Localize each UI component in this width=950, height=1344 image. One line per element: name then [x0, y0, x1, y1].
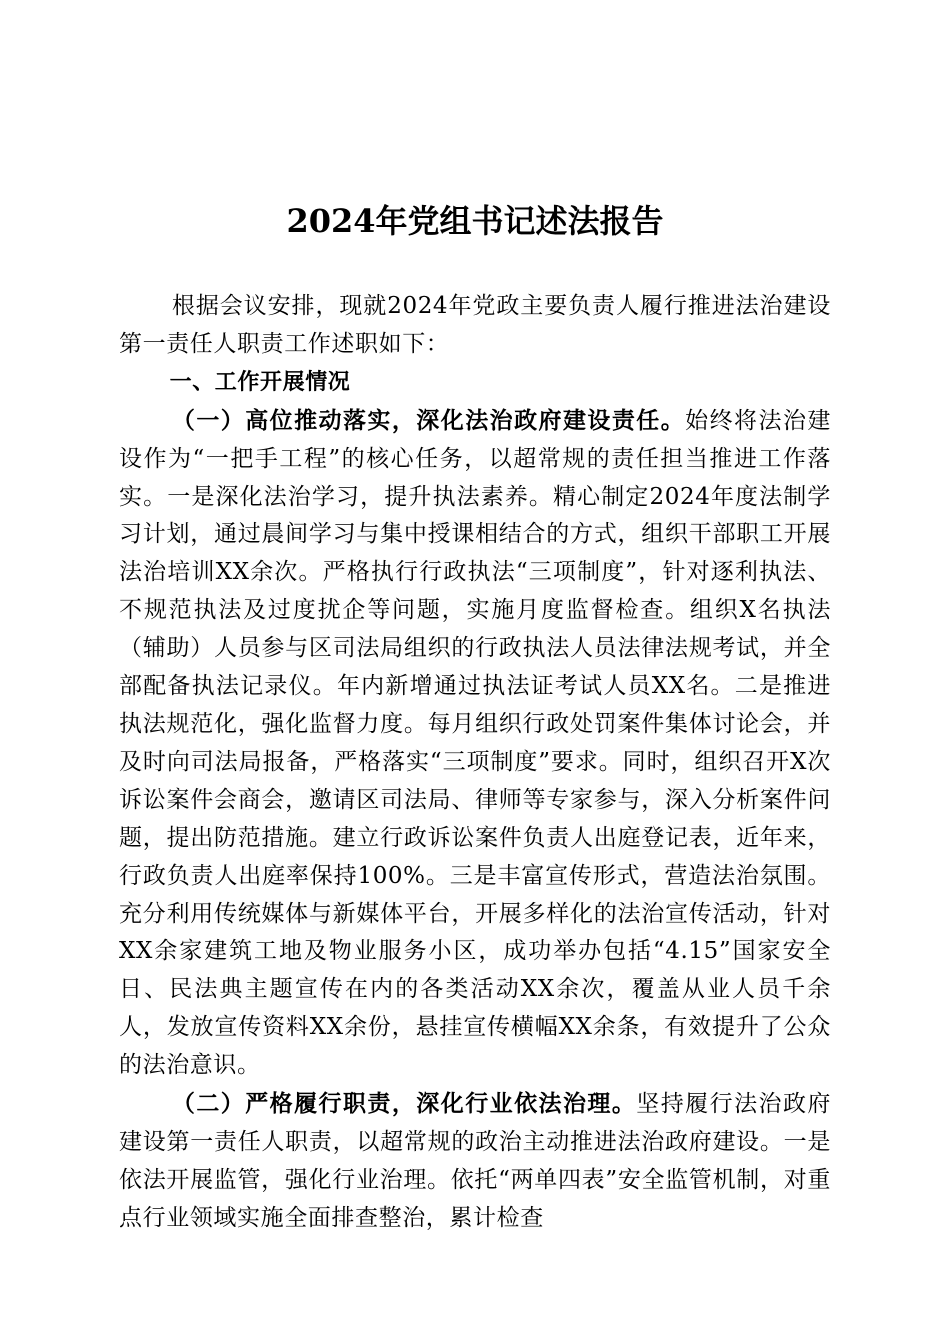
paragraph-1-text: 始终将法治建设作为“一把手工程”的核心任务，以超常规的责任担当推进工作落实。一是深化法治学习，提升执法素养。精心制定2024年度法制学习计划，通过晨间学习与集中授课相结合的方式，组织干部职工开展法治培训XX余次。严格执行行政执法“三项制度”，针对逐利执法、不规范执法及过度扰企等问题，实施月度监督检查。组织X名执法（辅助）人员参与区司法局组织的行政执法人员法律法规考试，并全部配备执法记录仪。年内新增通过执法证考试人员XX名。二是推进执法规范化，强化监督力度。每月组织行政处罚案件集体讨论会，并及时向司法局报备，严格落实“三项制度”要求。同时，组织召开X次诉讼案件会商会，邀请区司法局、律师等专家参与，深入分析案件问题，提出防范措施。建立行政诉讼案件负责人出庭登记表，近年来，行政负责人出庭率保持100%。三是丰富宣传形式，营造法治氛围。充分利用传统媒体与新媒体平台，开展多样化的法治宣传活动，针对XX余家建筑工地及物业服务小区，成功举办包括“4.15”国家安全日、民法典主题宣传在内的各类活动XX余次，覆盖从业人员千余人，发放宣传资料XX余份，悬挂宣传横幅XX余条，有效提升了公众的法治意识。 — [119, 407, 831, 1079]
body-paragraph-2 — [119, 1085, 831, 1238]
body-paragraph-1 — [119, 402, 831, 1085]
intro-paragraph: 根据会议安排，现就2024年党政主要负责人履行推进法治建设第一责任人职责工作述职如下： — [119, 293, 831, 357]
paragraph-2-text: 坚持履行法治政府建设第一责任人职责，以超常规的政治主动推进法治政府建设。一是依法开展监管，强化行业治理。依托“两单四表”安全监管机制，对重点行业领域实施全面排查整治，累计检查 — [119, 1091, 831, 1231]
document-title: 2024年党组书记述法报告 — [286, 202, 664, 240]
paragraph-2-lead: （二）严格履行职责，深化行业依法治理。 — [171, 1090, 637, 1118]
section-heading: 一、工作开展情况 — [169, 369, 351, 395]
document-body — [119, 288, 831, 1238]
paragraph-1-lead: （一）高位推动落实，深化法治政府建设责任。 — [171, 406, 686, 434]
